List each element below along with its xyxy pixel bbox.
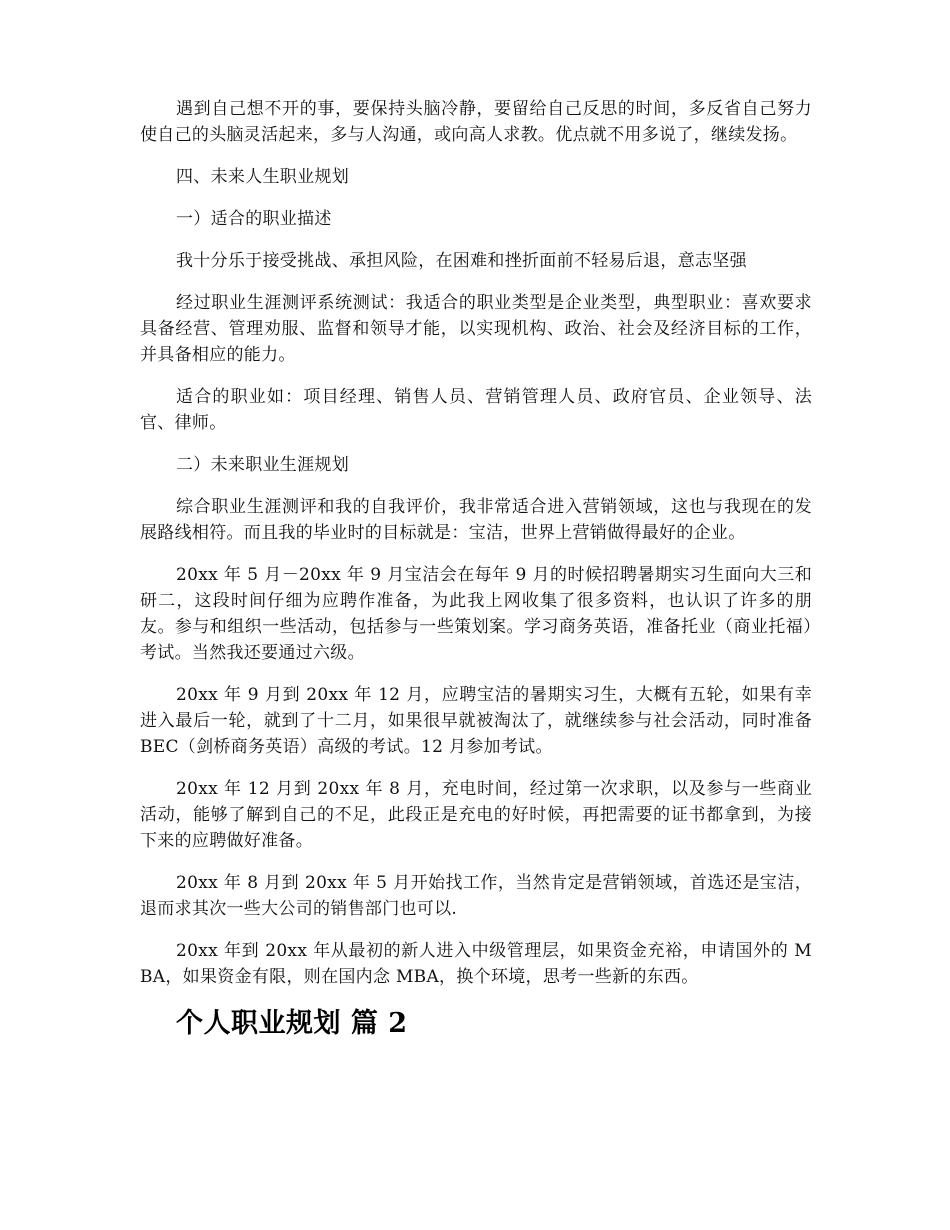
paragraph-marketing-goal: 综合职业生涯测评和我的自我评价，我非常适合进入营销领域，这也与我现在的发展路线相符。而且我的毕业时的目标就是：宝洁，世界上营销做得最好的企业。 (140, 497, 812, 543)
subsection-title-suitable-career: 一）适合的职业描述 (176, 209, 332, 229)
paragraph-plan-dec-aug: 20xx 年 12 月到 20xx 年 8 月，充电时间，经过第一次求职，以及参与一些商业活动，能够了解到自己的不足，此段正是充电的好时候，再把需要的证书都拿到，为接下来的应聘做好准备。 (140, 779, 812, 851)
document-page (140, 96, 812, 1042)
paragraph-suitable-jobs: 适合的职业如：项目经理、销售人员、营销管理人员、政府官员、企业领导、法官、律师。 (140, 387, 812, 433)
subsection-title-future-plan: 二）未来职业生涯规划 (176, 455, 349, 475)
paragraph-plan-management: 20xx 年到 20xx 年从最初的新人进入中级管理层，如果资金充裕，申请国外的 MBA，如果资金有限，则在国内念 MBA，换个环境，思考一些新的东西。 (140, 941, 812, 987)
section-heading-part-2: 个人职业规划 篇 2 (176, 1008, 408, 1039)
section-title-future-career-plan: 四、未来人生职业规划 (176, 167, 349, 187)
paragraph-self-reflection: 遇到自己想不开的事，要保持头脑冷静，要留给自己反思的时间，多反省自己努力使自己的头脑灵活起来，多与人沟通，或向高人求教。优点就不用多说了，继续发扬。 (140, 99, 812, 145)
paragraph-career-test-result: 经过职业生涯测评系统测试：我适合的职业类型是企业类型，典型职业：喜欢要求具备经营、管理劝服、监督和领导才能，以实现机构、政治、社会及经济目标的工作，并具备相应的能力。 (140, 293, 812, 365)
paragraph-accept-challenge: 我十分乐于接受挑战、承担风险，在困难和挫折面前不轻易后退，意志坚强 (176, 251, 747, 271)
paragraph-plan-sep-dec: 20xx 年 9 月到 20xx 年 12 月，应聘宝洁的暑期实习生，大概有五轮，如果有幸进入最后一轮，就到了十二月，如果很早就被淘汰了，就继续参与社会活动，同时准备 BEC（剑桥商务英语）高级的考试。12 月参加考试。 (140, 685, 812, 757)
paragraph-plan-aug-may: 20xx 年 8 月到 20xx 年 5 月开始找工作，当然肯定是营销领域，首选还是宝洁，退而求其次一些大公司的销售部门也可以. (140, 873, 812, 919)
paragraph-plan-may-sep: 20xx 年 5 月－20xx 年 9 月宝洁会在每年 9 月的时候招聘暑期实习生面向大三和研二，这段时间仔细为应聘作准备，为此我上网收集了很多资料，也认识了许多的朋友。参与和组织一些活动，包括参与一些策划案。学习商务英语，准备托业（商业托福）考试。当然我还要通过六级。 (140, 565, 812, 663)
